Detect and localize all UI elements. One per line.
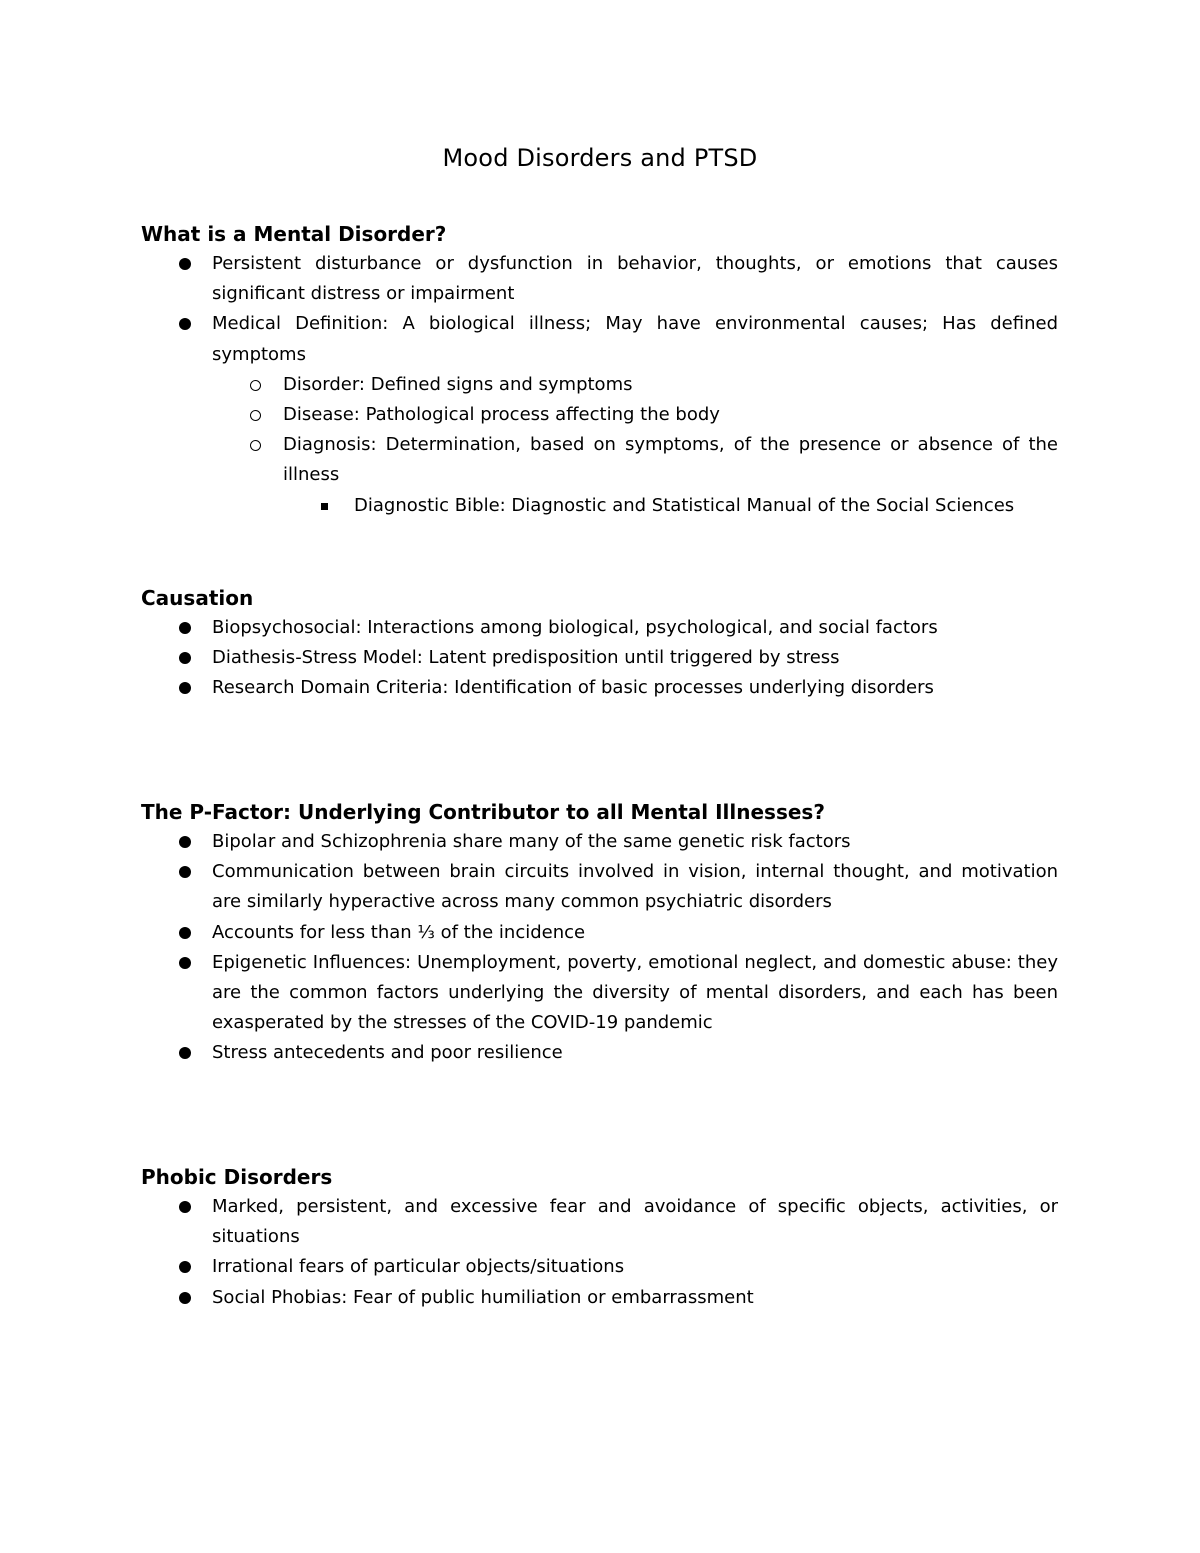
list-item [212, 1283, 1058, 1313]
filled-circle-bullet-icon [179, 927, 191, 939]
list-item-text: Medical Definition: A biological illness; May have environmental causes; Has defined symptoms [212, 313, 1058, 365]
hollow-circle-bullet-icon [250, 440, 261, 451]
section-heading: Causation [141, 586, 254, 610]
filled-circle-bullet-icon [179, 258, 191, 270]
list-item [283, 370, 1058, 400]
filled-circle-bullet-icon [179, 957, 191, 969]
filled-circle-bullet-icon [179, 1047, 191, 1059]
list-item [212, 1192, 1058, 1252]
list-item-text: Marked, persistent, and excessive fear and avoidance of specific objects, activities, or situations [212, 1196, 1058, 1248]
filled-circle-bullet-icon [179, 866, 191, 878]
list-item-text: Diagnosis: Determination, based on symptoms, of the presence or absence of the illness [283, 434, 1058, 486]
list-item [212, 249, 1058, 309]
list-item [212, 643, 1058, 673]
list-item [212, 948, 1058, 1039]
square-bullet-icon [321, 503, 328, 510]
list-item-text: Diagnostic Bible: Diagnostic and Statistical Manual of the Social Sciences [354, 494, 1015, 516]
filled-circle-bullet-icon [179, 836, 191, 848]
list-item-text: Diathesis-Stress Model: Latent predisposition until triggered by stress [212, 647, 840, 669]
section-heading: The P-Factor: Underlying Contributor to all Mental Illnesses? [141, 800, 825, 824]
list-item [212, 857, 1058, 917]
section-mental-disorder [141, 219, 1058, 521]
filled-circle-bullet-icon [179, 1261, 191, 1273]
filled-circle-bullet-icon [179, 1201, 191, 1213]
list-item [354, 491, 1058, 521]
list-item-text: Social Phobias: Fear of public humiliation or embarrassment [212, 1286, 754, 1308]
list-item-text: Disease: Pathological process affecting the body [283, 404, 720, 426]
list-item [283, 400, 1058, 430]
list-item-text: Accounts for less than ⅓ of the incidence [212, 921, 586, 943]
filled-circle-bullet-icon [179, 682, 191, 694]
section-heading: What is a Mental Disorder? [141, 222, 447, 246]
list-item [212, 1038, 1058, 1068]
list-item-text: Communication between brain circuits involved in vision, internal thought, and motivation are similarly hyperactive across many common psychiatric disorders [212, 861, 1058, 913]
list-item [212, 613, 1058, 643]
filled-circle-bullet-icon [179, 622, 191, 634]
filled-circle-bullet-icon [179, 318, 191, 330]
hollow-circle-bullet-icon [250, 380, 261, 391]
list-item [212, 673, 1058, 703]
section-p-factor [141, 797, 1058, 1069]
document-title: Mood Disorders and PTSD [442, 144, 758, 172]
list-item-text: Irrational fears of particular objects/situations [212, 1256, 625, 1278]
section-phobic-disorders [141, 1162, 1058, 1313]
section-heading: Phobic Disorders [141, 1165, 333, 1189]
list-item [212, 827, 1058, 857]
list-item-text: Research Domain Criteria: Identification of basic processes underlying disorders [212, 677, 934, 699]
list-item [212, 309, 1058, 369]
list-item-text: Biopsychosocial: Interactions among biological, psychological, and social factors [212, 617, 938, 638]
filled-circle-bullet-icon [179, 1292, 191, 1304]
list-item [212, 918, 1058, 948]
list-item-text: Disorder: Defined signs and symptoms [283, 373, 633, 395]
list-item [283, 430, 1058, 490]
filled-circle-bullet-icon [179, 652, 191, 664]
section-causation [141, 583, 1058, 704]
list-item-text: Epigenetic Influences: Unemployment, poverty, emotional neglect, and domestic abuse: they are the common factors underlying the diversity of mental disorders, and each has been exasperated by the stresses of the COVID-19 pandemic [212, 951, 1058, 1034]
list-item [212, 1252, 1058, 1282]
list-item-text: Persistent disturbance or dysfunction in behavior, thoughts, or emotions that causes significant distress or impairment [212, 253, 1058, 305]
list-item-text: Bipolar and Schizophrenia share many of the same genetic risk factors [212, 831, 851, 852]
hollow-circle-bullet-icon [250, 410, 261, 421]
list-item-text: Stress antecedents and poor resilience [212, 1042, 563, 1064]
